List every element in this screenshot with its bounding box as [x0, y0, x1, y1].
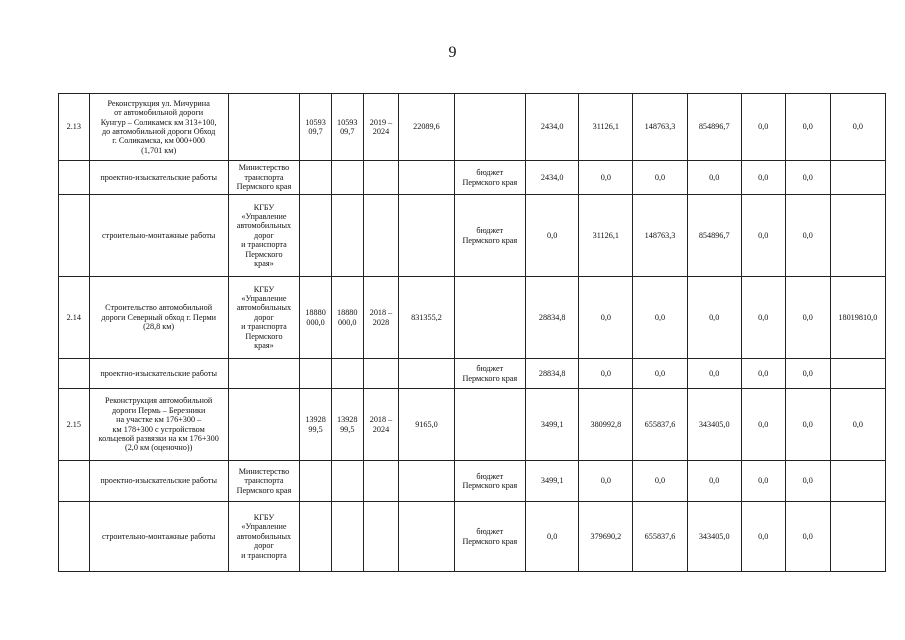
- executor-cell: [228, 389, 300, 461]
- project-row: [59, 94, 886, 161]
- period-cell: [363, 161, 399, 195]
- year-6-amount-cell: 0,0: [785, 389, 830, 461]
- year-6-amount-cell: 0,0: [785, 502, 830, 572]
- year-2-amount-cell: 0,0: [579, 359, 633, 389]
- item-number-cell: [59, 195, 90, 277]
- year-1-amount-cell: 28834,8: [526, 277, 579, 359]
- year-4-amount-cell: 854896,7: [687, 94, 741, 161]
- year-3-amount-cell: 0,0: [633, 161, 687, 195]
- year-5-amount-cell: 0,0: [741, 359, 785, 389]
- year-2-amount-cell: 31126,1: [579, 195, 633, 277]
- year-3-amount-cell: 655837,6: [633, 389, 687, 461]
- subtask-row: [59, 195, 886, 277]
- cost-total-cell: 10593 09,7: [300, 94, 332, 161]
- cost-total-cell: [300, 195, 332, 277]
- year-1-amount-cell: 3499,1: [526, 389, 579, 461]
- year-7-amount-cell: 0,0: [830, 389, 885, 461]
- cost-total-cell: [300, 502, 332, 572]
- item-number-cell: 2.15: [59, 389, 90, 461]
- item-number-cell: 2.14: [59, 277, 90, 359]
- year-6-amount-cell: 0,0: [785, 359, 830, 389]
- cost-estimate-cell: 13928 99,5: [331, 389, 363, 461]
- year-5-amount-cell: 0,0: [741, 94, 785, 161]
- cost-estimate-cell: [331, 195, 363, 277]
- financed-before-cell: [399, 195, 454, 277]
- year-3-amount-cell: 148763,3: [633, 94, 687, 161]
- subtask-row: [59, 359, 886, 389]
- year-2-amount-cell: 31126,1: [579, 94, 633, 161]
- financed-before-cell: [399, 461, 454, 502]
- executor-cell: Министерство транспорта Пермского края: [228, 461, 300, 502]
- year-1-amount-cell: 2434,0: [526, 94, 579, 161]
- period-cell: 2019 – 2024: [363, 94, 399, 161]
- project-row: [59, 277, 886, 359]
- item-number-cell: 2.13: [59, 94, 90, 161]
- cost-estimate-cell: [331, 161, 363, 195]
- year-3-amount-cell: 0,0: [633, 461, 687, 502]
- executor-cell: Министерство транспорта Пермского края: [228, 161, 300, 195]
- year-7-amount-cell: 18019810,0: [830, 277, 885, 359]
- year-2-amount-cell: 379690,2: [579, 502, 633, 572]
- year-1-amount-cell: 2434,0: [526, 161, 579, 195]
- funding-source-cell: бюджет Пермского края: [454, 502, 526, 572]
- year-4-amount-cell: 0,0: [687, 359, 741, 389]
- financed-before-cell: 831355,2: [399, 277, 454, 359]
- item-description-cell: строительно-монтажные работы: [89, 502, 228, 572]
- period-cell: [363, 461, 399, 502]
- year-7-amount-cell: [830, 502, 885, 572]
- financed-before-cell: [399, 161, 454, 195]
- project-row: [59, 389, 886, 461]
- year-7-amount-cell: [830, 195, 885, 277]
- year-5-amount-cell: 0,0: [741, 277, 785, 359]
- executor-cell: [228, 94, 300, 161]
- year-2-amount-cell: 0,0: [579, 461, 633, 502]
- year-1-amount-cell: 0,0: [526, 502, 579, 572]
- item-description-cell: проектно-изыскательские работы: [89, 161, 228, 195]
- cost-total-cell: [300, 359, 332, 389]
- year-5-amount-cell: 0,0: [741, 389, 785, 461]
- year-5-amount-cell: 0,0: [741, 461, 785, 502]
- cost-estimate-cell: 10593 09,7: [331, 94, 363, 161]
- year-6-amount-cell: 0,0: [785, 195, 830, 277]
- table-body: [59, 94, 886, 572]
- item-number-cell: [59, 359, 90, 389]
- executor-cell: КГБУ «Управление автомобильных дорог и транспорта: [228, 502, 300, 572]
- item-description-cell: проектно-изыскательские работы: [89, 461, 228, 502]
- year-7-amount-cell: [830, 161, 885, 195]
- executor-cell: КГБУ «Управление автомобильных дорог и транспорта Пермского края»: [228, 195, 300, 277]
- item-number-cell: [59, 502, 90, 572]
- period-cell: 2018 – 2024: [363, 389, 399, 461]
- year-4-amount-cell: 0,0: [687, 461, 741, 502]
- cost-total-cell: 18880 000,0: [300, 277, 332, 359]
- year-2-amount-cell: 0,0: [579, 277, 633, 359]
- cost-estimate-cell: 18880 000,0: [331, 277, 363, 359]
- item-description-cell: строительно-монтажные работы: [89, 195, 228, 277]
- item-number-cell: [59, 461, 90, 502]
- executor-cell: [228, 359, 300, 389]
- year-7-amount-cell: [830, 359, 885, 389]
- period-cell: [363, 359, 399, 389]
- year-4-amount-cell: 0,0: [687, 277, 741, 359]
- funding-source-cell: бюджет Пермского края: [454, 161, 526, 195]
- subtask-row: [59, 502, 886, 572]
- year-2-amount-cell: 380992,8: [579, 389, 633, 461]
- year-4-amount-cell: 343405,0: [687, 502, 741, 572]
- year-6-amount-cell: 0,0: [785, 94, 830, 161]
- year-3-amount-cell: 148763,3: [633, 195, 687, 277]
- year-1-amount-cell: 28834,8: [526, 359, 579, 389]
- year-4-amount-cell: 0,0: [687, 161, 741, 195]
- item-number-cell: [59, 161, 90, 195]
- period-cell: 2018 – 2028: [363, 277, 399, 359]
- cost-estimate-cell: [331, 359, 363, 389]
- executor-cell: КГБУ «Управление автомобильных дорог и транспорта Пермского края»: [228, 277, 300, 359]
- subtask-row: [59, 461, 886, 502]
- year-6-amount-cell: 0,0: [785, 461, 830, 502]
- cost-estimate-cell: [331, 461, 363, 502]
- item-description-cell: Строительство автомобильной дороги Северный обход г. Перми (28,8 км): [89, 277, 228, 359]
- cost-total-cell: [300, 161, 332, 195]
- funding-source-cell: [454, 94, 526, 161]
- funding-source-cell: [454, 277, 526, 359]
- year-5-amount-cell: 0,0: [741, 502, 785, 572]
- year-3-amount-cell: 655837,6: [633, 502, 687, 572]
- financed-before-cell: [399, 359, 454, 389]
- cost-estimate-cell: [331, 502, 363, 572]
- year-7-amount-cell: 0,0: [830, 94, 885, 161]
- year-5-amount-cell: 0,0: [741, 161, 785, 195]
- subtask-row: [59, 161, 886, 195]
- year-6-amount-cell: 0,0: [785, 161, 830, 195]
- funding-source-cell: бюджет Пермского края: [454, 359, 526, 389]
- year-7-amount-cell: [830, 461, 885, 502]
- year-6-amount-cell: 0,0: [785, 277, 830, 359]
- page-number: 9: [448, 44, 457, 61]
- year-4-amount-cell: 854896,7: [687, 195, 741, 277]
- financed-before-cell: 22089,6: [399, 94, 454, 161]
- funding-source-cell: [454, 389, 526, 461]
- year-5-amount-cell: 0,0: [741, 195, 785, 277]
- year-3-amount-cell: 0,0: [633, 277, 687, 359]
- year-2-amount-cell: 0,0: [579, 161, 633, 195]
- item-description-cell: Реконструкция автомобильной дороги Пермь – Березники на участке км 176+300 – км 178+300 с устройством кольцевой развязки на км 176+300 (2,0 км (оценочно)): [89, 389, 228, 461]
- financed-before-cell: 9165,0: [399, 389, 454, 461]
- year-3-amount-cell: 0,0: [633, 359, 687, 389]
- period-cell: [363, 502, 399, 572]
- year-1-amount-cell: 0,0: [526, 195, 579, 277]
- cost-total-cell: 13928 99,5: [300, 389, 332, 461]
- financed-before-cell: [399, 502, 454, 572]
- period-cell: [363, 195, 399, 277]
- cost-total-cell: [300, 461, 332, 502]
- item-description-cell: Реконструкция ул. Мичурина от автомобильной дороги Кунгур – Соликамск км 313+100, до автомобильной дороги Обход г. Соликамска, км 000+000 (1,701 км): [89, 94, 228, 161]
- year-4-amount-cell: 343405,0: [687, 389, 741, 461]
- funding-source-cell: бюджет Пермского края: [454, 195, 526, 277]
- year-1-amount-cell: 3499,1: [526, 461, 579, 502]
- program-table: [58, 93, 886, 572]
- funding-source-cell: бюджет Пермского края: [454, 461, 526, 502]
- item-description-cell: проектно-изыскательские работы: [89, 359, 228, 389]
